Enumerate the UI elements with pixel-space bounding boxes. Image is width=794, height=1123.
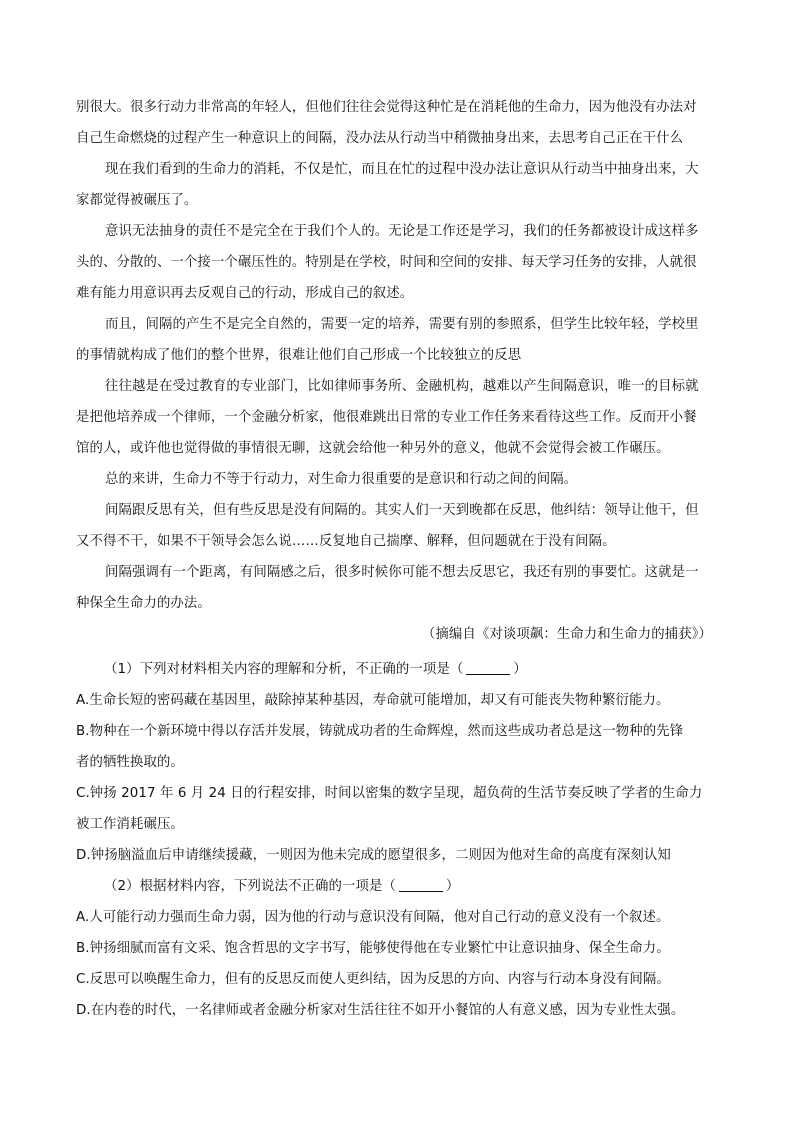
question-1-option-b: B.物种在一个新环境中得以存活并发展，铸就成功者的生命辉煌，然而这些成功者总是这一物种的先锋	[76, 724, 684, 739]
article-line: 种保全生命力的办法。	[76, 596, 211, 611]
article-line: 间隔跟反思有关，但有些反思是没有间隔的。其实人们一天到晚都在反思，他纠结：领导让他干，但	[105, 503, 699, 518]
question-2-option-a: A.人可能行动力强而生命力弱，因为他的行动与意识没有间隔，他对自己行动的意义没有一个叙述。	[76, 910, 670, 925]
question-1-option-d: D.钟扬脑溢血后申请继续援藏，一则因为他未完成的愿望很多，二则因为他对生命的高度有深刻认知	[76, 848, 671, 863]
question-1-option-a: A.生命长短的密码藏在基因里，敲除掉某种基因，寿命就可能增加，却又有可能丧失物种繁衍能力。	[76, 693, 670, 708]
question-2-stem-close: ）	[445, 879, 460, 894]
article-line: 而且，间隔的产生不是完全自然的，需要一定的培养，需要有别的参照系，但学生比较年轻，学校里	[105, 317, 699, 332]
article-line: 家都觉得被碾压了。	[76, 193, 198, 208]
article-line: 馆的人，或许他也觉得做的事情很无聊，这就会给他一种另外的意义，他就不会觉得会被工作碾压。	[76, 441, 670, 456]
question-1-stem-close: ）	[513, 662, 527, 677]
question-2-stem	[76, 871, 718, 902]
question-2-option-d: D.在内卷的时代，一名律师或者金融分析家对生活往往不如开小餐馆的人有意义感，因为专业性太强。	[76, 1003, 685, 1018]
article-line: 往往越是在受过教育的专业部门，比如律师事务所、金融机构，越难以产生间隔意识，唯一的目标就	[105, 379, 699, 394]
answer-blank[interactable]	[466, 658, 510, 675]
article-line: 现在我们看到的生命力的消耗，不仅是忙，而且在忙的过程中没办法让意识从行动当中抽身出来，大	[105, 162, 699, 177]
question-1-stem	[76, 654, 718, 685]
article-body	[76, 92, 718, 650]
article-line: 头的、分散的、一个接一个碾压性的。特别是在学校，时间和空间的安排、每天学习任务的安排，人就很	[76, 255, 697, 270]
article-line: 的事情就构成了他们的整个世界，很难让他们自己形成一个比较独立的反思	[76, 348, 522, 363]
question-2-stem-text: （2）根据材料内容，下列说法不正确的一项是（	[104, 879, 396, 894]
question-1-option-b-cont: 者的牺牲换取的。	[76, 755, 184, 770]
question-2-option-b: B.钟扬细腻而富有文采、饱含哲思的文字书写，能够使得他在专业繁忙中让意识抽身、保全生命力。	[76, 941, 670, 956]
article-line: 难有能力用意识再去反观自己的行动，形成自己的叙述。	[76, 286, 414, 301]
article-line: 自己生命燃烧的过程产生一种意识上的间隔，没办法从行动当中稍微抽身出来，去思考自己正在干什么	[76, 131, 684, 146]
answer-blank[interactable]	[399, 875, 443, 892]
question-2	[76, 871, 718, 1026]
article-line: 总的来讲，生命力不等于行动力，对生命力很重要的是意识和行动之间的间隔。	[105, 472, 578, 487]
article-line: 又不得不干，如果不干领导会怎么说……反复地自己揣摩、解释，但问题就在于没有间隔。	[76, 534, 616, 549]
article-line: 别很大。很多行动力非常高的年轻人，但他们往往会觉得这种忙是在消耗他的生命力，因为他没有办法对	[76, 100, 697, 115]
article-source: （摘编自《对谈项飙：生命力和生命力的捕获》）	[421, 627, 712, 642]
article-line: 意识无法抽身的责任不是完全在于我们个人的。无论是工作还是学习，我们的任务都被设计成这样多	[105, 224, 699, 239]
article-line: 是把他培养成一个律师，一个金融分析家，他很难跳出日常的专业工作任务来看待这些工作。反而开小餐	[76, 410, 697, 425]
question-1-option-c: C.钟扬 2017 年 6 月 24 日的行程安排，时间以密集的数字呈现，超负荷的生活节奏反映了学者的生命力	[76, 786, 703, 801]
question-1-stem-text: （1）下列对材料相关内容的理解和分析，不正确的一项是（	[104, 662, 464, 677]
question-1-option-c-cont: 被工作消耗碾压。	[76, 817, 184, 832]
question-1	[76, 654, 718, 871]
article-line: 间隔强调有一个距离，有间隔感之后，很多时候你可能不想去反思它，我还有别的事要忙。这就是一	[105, 565, 699, 580]
question-2-option-c: C.反思可以唤醒生命力，但有的反思反而使人更纠结，因为反思的方向、内容与行动本身没有间隔。	[76, 972, 670, 987]
